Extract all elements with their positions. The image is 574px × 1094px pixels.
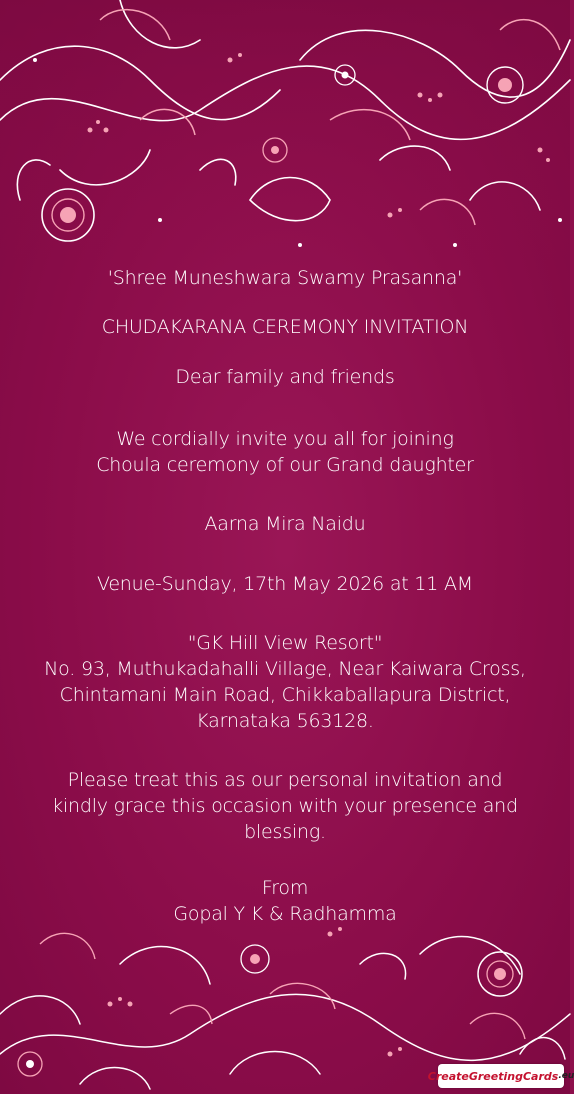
watermark-logo[interactable] — [427, 1064, 574, 1088]
blessing-line: 'Shree Muneshwara Swamy Prasanna' — [107, 267, 463, 289]
address-line-3: Karnataka 563128. — [196, 710, 374, 732]
watermark-text: CreateGreetingCards — [427, 1069, 559, 1083]
request-line-3: blessing. — [244, 821, 326, 843]
request-line-1: Please treat this as our personal invitation and — [67, 769, 503, 791]
ceremony-title: CHUDAKARANA CEREMONY INVITATION — [101, 316, 469, 338]
top-floral-ornament — [0, 0, 570, 260]
address-line-2: Chintamani Main Road, Chikkaballapura District, — [59, 684, 511, 706]
watermark-suffix: .eu — [558, 1071, 574, 1081]
venue-date-line: Venue-Sunday, 17th May 2026 at 11 AM — [97, 573, 473, 595]
child-name: Aarna Mira Naidu — [204, 513, 366, 535]
invite-line-1: We cordially invite you all for joining — [116, 428, 454, 450]
from-label: From — [261, 877, 309, 899]
hosts-names: Gopal Y K & Radhamma — [173, 903, 397, 925]
venue-name: "GK Hill View Resort" — [187, 632, 383, 654]
request-line-2: kindly grace this occasion with your presence and — [52, 795, 518, 817]
address-line-1: No. 93, Muthukadahalli Village, Near Kaiwara Cross, — [44, 658, 526, 680]
invitation-text — [0, 265, 570, 927]
greeting-line: Dear family and friends — [175, 366, 395, 388]
invite-line-2: Choula ceremony of our Grand daughter — [96, 454, 474, 476]
